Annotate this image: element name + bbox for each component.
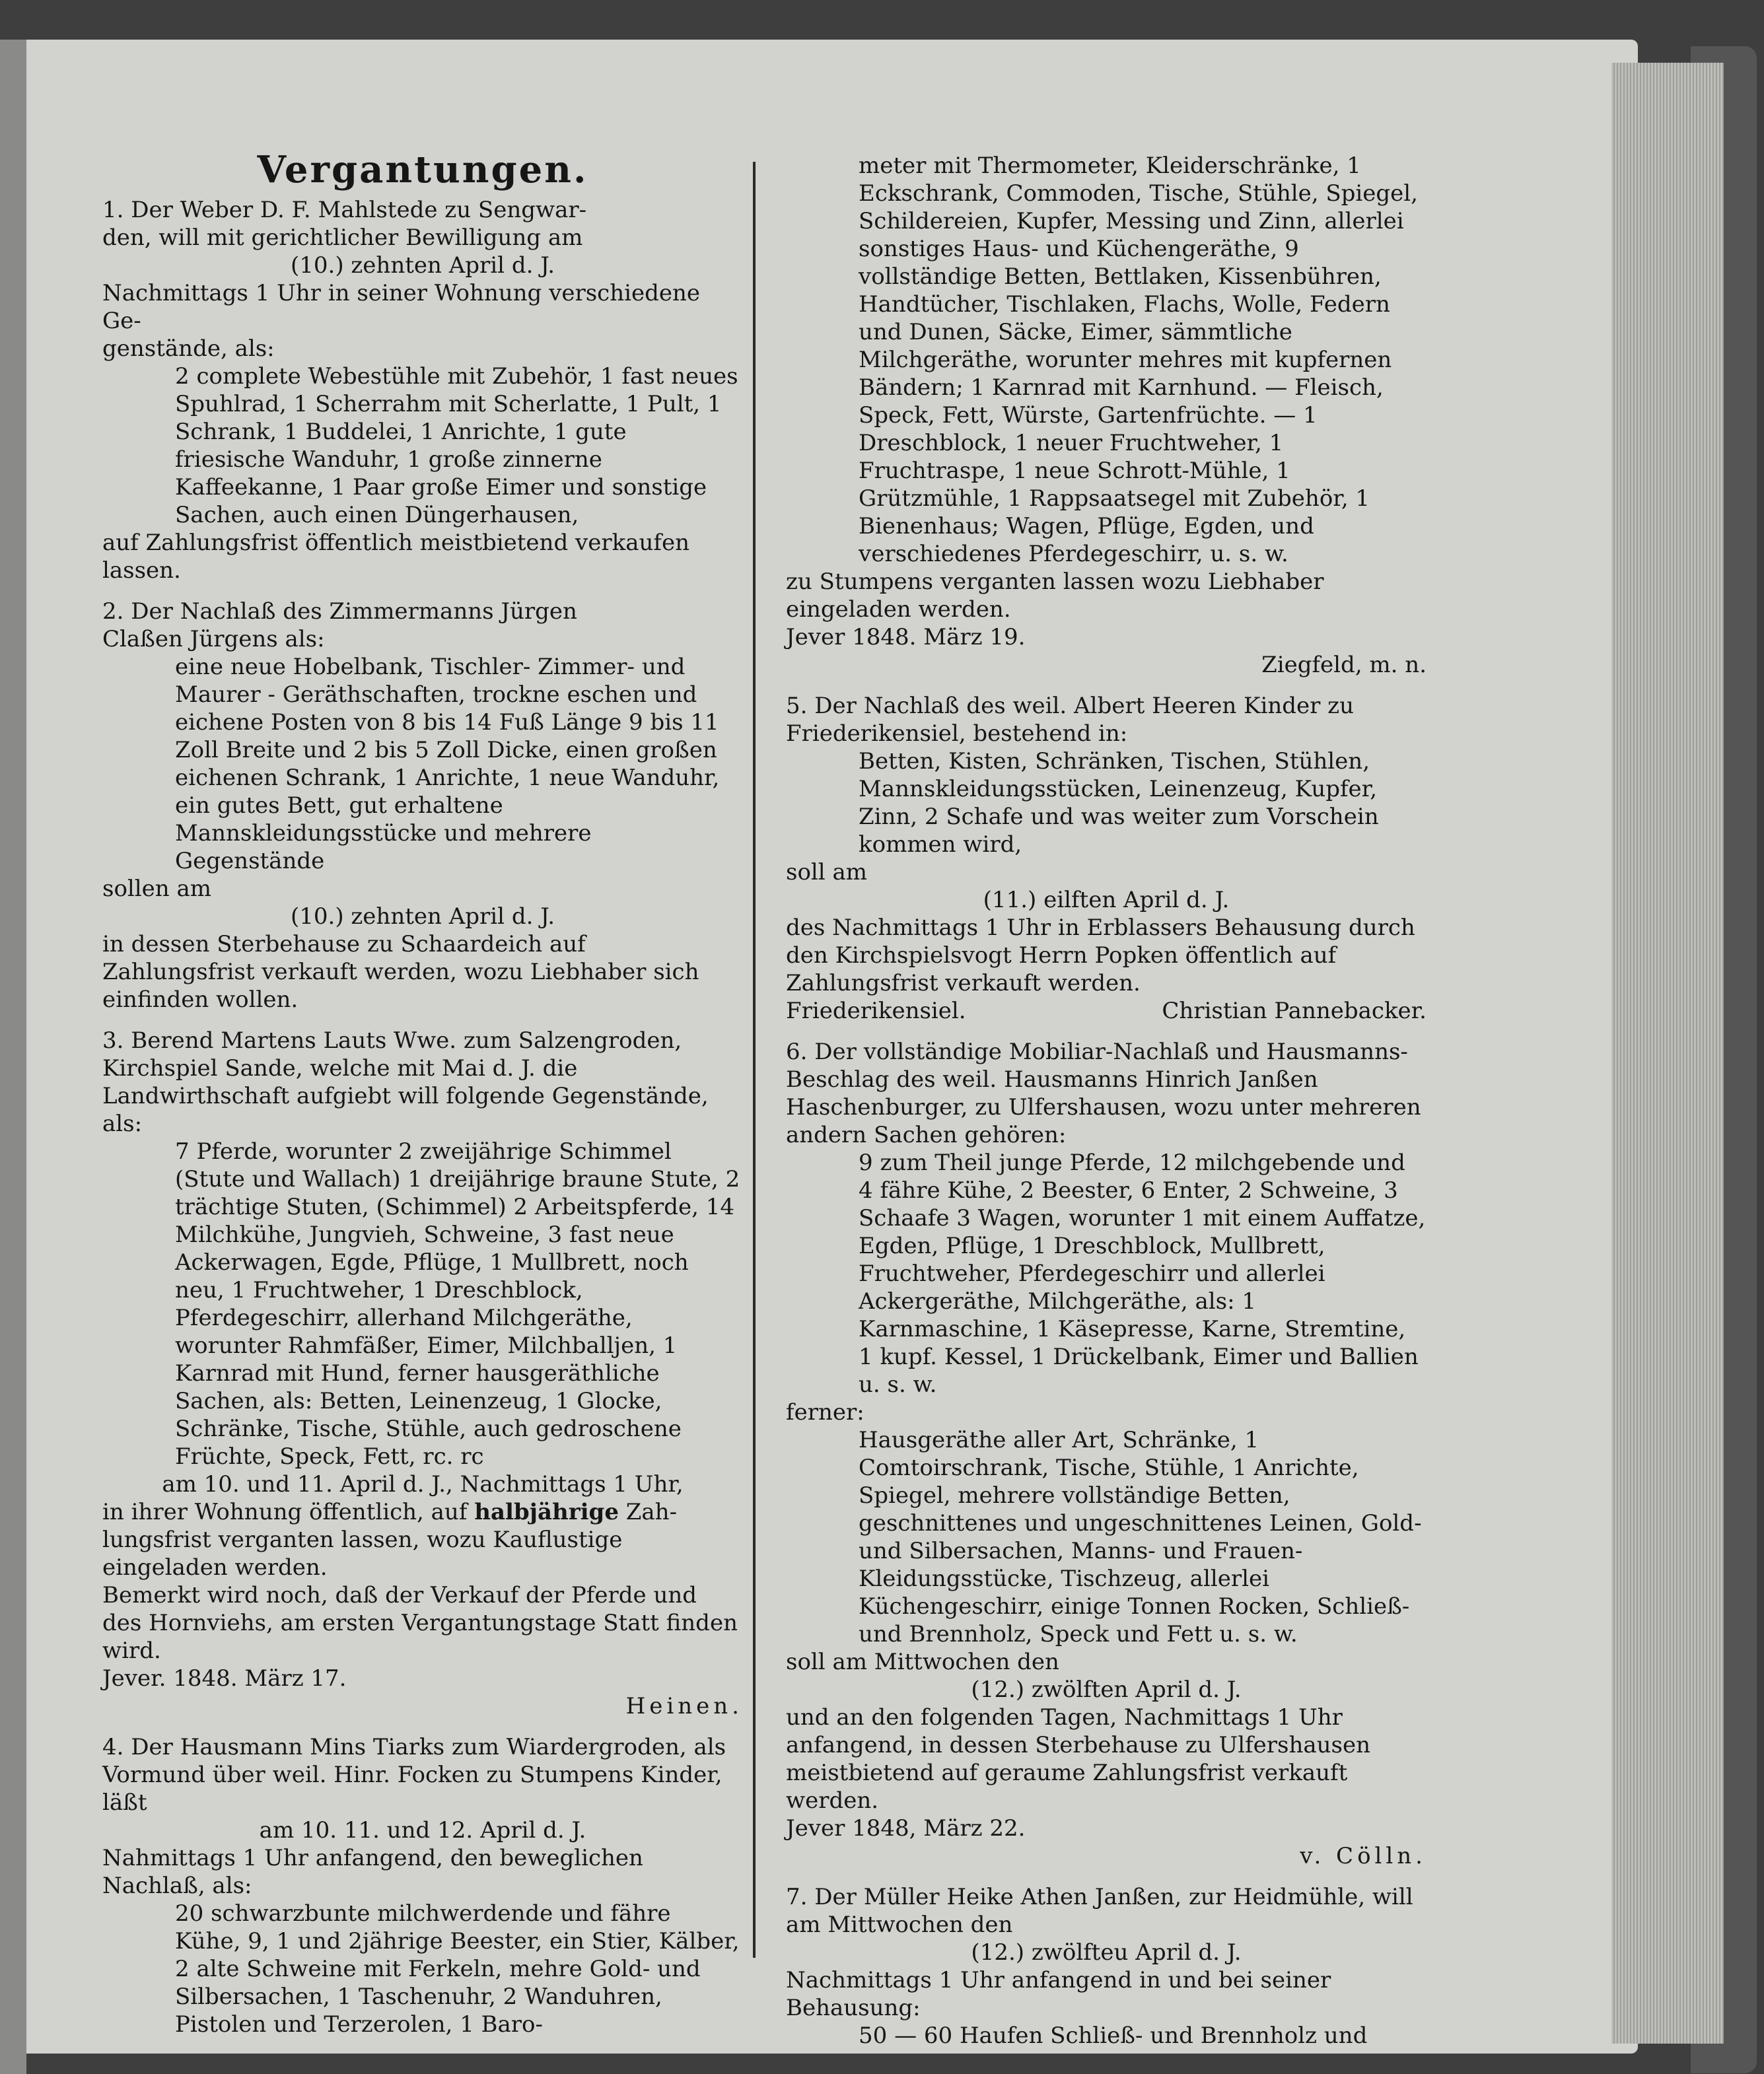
entry-4-place-date: Jever 1848. März 19. <box>786 624 1026 650</box>
entry-5-items: Betten, Kisten, Schränken, Tischen, Stühlen, Mannskleidungsstücken, Leinenzeug, Kupfer, Zinn, 2 Schafe und was weiter zum Vorschein kommen wird, <box>859 748 1379 858</box>
page-heading: Vergantungen. <box>257 148 588 191</box>
entry-3-bold-term: halbjährige <box>474 1499 619 1525</box>
entry-1-date: (10.) zehnten April d. J. <box>290 252 555 279</box>
entry-4-signature: Ziegfeld, m. n. <box>1261 652 1427 678</box>
entry-5-place: Friederikensiel. <box>786 998 966 1024</box>
entry-3-place-date: Jever. 1848. März 17. <box>102 1665 347 1692</box>
entry-6 <box>786 1038 1427 1870</box>
entry-2-line: Claßen Jürgens als: <box>102 626 325 652</box>
left-column <box>102 149 743 2038</box>
entry-6-signature: v. Cölln. <box>1300 1843 1427 1869</box>
entry-6-place-date: Jever 1848, März 22. <box>786 1815 1026 1842</box>
entry-3-intro: 3. Berend Martens Lauts Wwe. zum Salzengroden, Kirchspiel Sande, welche mit Mai d. J. die Landwirthschaft aufgiebt will folgende Gegenstände, als: <box>102 1027 709 1137</box>
entry-5-signature: Christian Pannebacker. <box>1162 998 1427 1024</box>
entry-6-items: Hausgeräthe aller Art, Schränke, 1 Comtoirschrank, Tische, Stühle, 1 Anrichte, Spiegel, mehrere vollständige Betten, geschnittenes und ungeschnittenes Leinen, Gold- und Silbersachen, Manns- und Frauen-Kleidungsstücke, Tischzeug, allerlei Küchengeschirr, einige Tonnen Rocken, Schließ- und Brennholz, Speck und Fett u. s. w. <box>859 1427 1422 1647</box>
entry-6-date: (12.) zwölften April d. J. <box>971 1676 1242 1703</box>
entry-4-line: Nahmittags 1 Uhr anfangend, den beweglichen Nachlaß, als: <box>102 1845 643 1899</box>
entry-6-closing: und an den folgenden Tagen, Nachmittags 1 Uhr anfangend, in dessen Sterbehause zu Ulfershausen meistbietend auf geraume Zahlungsfrist verkauft werden. <box>786 1704 1371 1814</box>
entry-7 <box>786 1883 1427 2050</box>
entry-2-date: (10.) zehnten April d. J. <box>290 903 555 930</box>
entry-1-line: genstände, als: <box>102 335 275 362</box>
entry-7-items: 50 — 60 Haufen Schließ- und Brennholz und <box>859 2022 1368 2049</box>
entry-3-closing: lungsfrist verganten lassen, wozu Kauflustige eingeladen werden. <box>102 1527 623 1581</box>
entry-3-text: Zah- <box>625 1499 678 1525</box>
entry-7-line: Nachmittags 1 Uhr anfangend in und bei seiner Behausung: <box>786 1967 1331 2021</box>
facing-page-edge <box>0 40 26 2074</box>
entry-6-items: 9 zum Theil junge Pferde, 12 milchgebende und 4 fähre Kühe, 2 Beester, 6 Enter, 2 Schweine, 3 Schaafe 3 Wagen, worunter 1 mit einem Auffatze, Egden, Pflüge, 1 Dreschblock, Mullbrett, Fruchtweher, Pferdegeschirr und allerlei Ackergeräthe, Milchgeräthe, als: 1 Karnmaschine, 1 Käsepresse, Karne, Stremtine, 1 kupf. Kessel, 1 Drückelbank, Eimer und Ballien u. s. w. <box>859 1150 1426 1398</box>
entry-5-line: soll am <box>786 859 867 885</box>
entry-4 <box>102 1733 743 2038</box>
entry-5 <box>786 692 1427 1025</box>
entry-2 <box>102 598 743 1014</box>
entry-4-items: 20 schwarzbunte milchwerdende und fähre Kühe, 9, 1 und 2jährige Beester, ein Stier, Kälber, 2 alte Schweine mit Ferkeln, mehre Gold- und Silbersachen, 1 Taschenuhr, 2 Wanduhren, Pistolen und Terzerolen, 1 Baro- <box>175 1900 740 2038</box>
entry-4-intro: 4. Der Hausmann Mins Tiarks zum Wiardergroden, als Vormund über weil. Hinr. Focken zu Stumpens Kinder, läßt <box>102 1734 726 1816</box>
entry-3-line <box>102 1498 743 1526</box>
entry-5-sign-line <box>786 997 1427 1025</box>
entry-1-line: 1. Der Weber D. F. Mahlstede zu Sengwar- <box>102 197 587 223</box>
entry-5-date: (11.) eilften April d. J. <box>983 887 1230 913</box>
entry-7-intro: 7. Der Müller Heike Athen Janßen, zur Heidmühle, will am Mittwochen den <box>786 1884 1413 1938</box>
entry-6-intro: 6. Der vollständige Mobiliar-Nachlaß und Hausmanns-Beschlag des weil. Hausmanns Hinrich Janßen Haschenburger, zu Ulfershausen, wozu unter mehreren andern Sachen gehören: <box>786 1039 1421 1148</box>
entry-6-line: soll am Mittwochen den <box>786 1649 1059 1675</box>
right-column <box>786 152 1427 2050</box>
entry-1 <box>102 196 743 584</box>
page-stack-edges <box>1611 63 1724 2044</box>
entry-3 <box>102 1027 743 1720</box>
entry-1-line: den, will mit gerichtlicher Bewilligung am <box>102 225 583 251</box>
entry-1-line: Nachmittags 1 Uhr in seiner Wohnung verschiedene Ge- <box>102 280 700 334</box>
entry-3-note: Bemerkt wird noch, daß der Verkauf der Pferde und des Hornviehs, am ersten Vergantungstage Statt finden wird. <box>102 1582 738 1664</box>
entry-3-text: in ihrer Wohnung öffentlich, auf <box>102 1499 468 1525</box>
entry-4-continued <box>786 152 1427 679</box>
entry-3-date: am 10. und 11. April d. J., Nachmittags 1 Uhr, <box>162 1471 684 1498</box>
entry-3-items: 7 Pferde, worunter 2 zweijährige Schimmel (Stute und Wallach) 1 dreijährige braune Stute, 2 trächtige Stuten, (Schimmel) 2 Arbeitspferde, 14 Milchkühe, Jungvieh, Schweine, 3 fast neue Ackerwagen, Egde, Pflüge, 1 Mullbrett, noch neu, 1 Fruchtweher, 1 Dreschblock, Pferdegeschirr, allerhand Milchgeräthe, worunter Rahmfäßer, Eimer, Milchballjen, 1 Karnrad mit Hund, ferner hausgeräthliche Sachen, als: Betten, Leinenzeug, 1 Glocke, Schränke, Tische, Stühle, auch gedroschene Früchte, Speck, Fett, rc. rc <box>175 1138 740 1470</box>
entry-5-intro: 5. Der Nachlaß des weil. Albert Heeren Kinder zu Friederikensiel, bestehend in: <box>786 693 1354 747</box>
entry-2-line: 2. Der Nachlaß des Zimmermanns Jürgen <box>102 598 577 625</box>
column-divider <box>753 162 756 1958</box>
entry-1-items: 2 complete Webestühle mit Zubehör, 1 fast neues Spuhlrad, 1 Scherrahm mit Scherlatte, 1 Pult, 1 Schrank, 1 Buddelei, 1 Anrichte, 1 gute friesische Wanduhr, 1 große zinnerne Kaffeekanne, 1 Paar große Eimer und sonstige Sachen, auch einen Düngerhausen, <box>175 363 738 528</box>
entry-6-line: ferner: <box>786 1399 864 1426</box>
entry-3-signature: Heinen. <box>625 1693 743 1719</box>
entry-2-closing: in dessen Sterbehause zu Schaardeich auf Zahlungsfrist verkauft werden, wozu Liebhaber sich einfinden wollen. <box>102 931 699 1013</box>
entry-7-date: (12.) zwölfteu April d. J. <box>971 1939 1242 1966</box>
entry-4-date: am 10. 11. und 12. April d. J. <box>259 1817 586 1844</box>
entry-2-line: sollen am <box>102 876 212 902</box>
entry-5-closing: des Nachmittags 1 Uhr in Erblassers Behausung durch den Kirchspielsvogt Herrn Popken öffentlich auf Zahlungsfrist verkauft werden. <box>786 915 1415 996</box>
entry-4-closing: zu Stumpens verganten lassen wozu Liebhaber eingeladen werden. <box>786 569 1324 623</box>
entry-1-closing: auf Zahlungsfrist öffentlich meistbietend verkaufen lassen. <box>102 530 689 584</box>
entry-4-items-cont: meter mit Thermometer, Kleiderschränke, 1 Eckschrank, Commoden, Tische, Stühle, Spiegel, Schildereien, Kupfer, Messing und Zinn, allerlei sonstiges Haus- und Küchengeräthe, 9 vollständige Betten, Bettlaken, Kissenbühren, Handtücher, Tischlaken, Flachs, Wolle, Federn und Dunen, Säcke, Eimer, sämmtliche Milchgeräthe, worunter mehres mit kupfernen Bändern; 1 Karnrad mit Karnhund. — Fleisch, Speck, Fett, Würste, Gartenfrüchte. — 1 Dreschblock, 1 neuer Fruchtweher, 1 Fruchtraspe, 1 neue Schrott-Mühle, 1 Grützmühle, 1 Rappsaatsegel mit Zubehör, 1 Bienenhaus; Wagen, Pflüge, Egden, und verschiedenes Pferdegeschirr, u. s. w. <box>859 153 1418 567</box>
entry-2-items: eine neue Hobelbank, Tischler- Zimmer- und Maurer - Geräthschaften, trockne eschen und eichene Posten von 8 bis 14 Fuß Länge 9 bis 11 Zoll Breite und 2 bis 5 Zoll Dicke, einen großen eichenen Schrank, 1 Anrichte, 1 neue Wanduhr, ein gutes Bett, gut erhaltene Mannskleidungsstücke und mehrere Gegenstände <box>175 654 720 874</box>
